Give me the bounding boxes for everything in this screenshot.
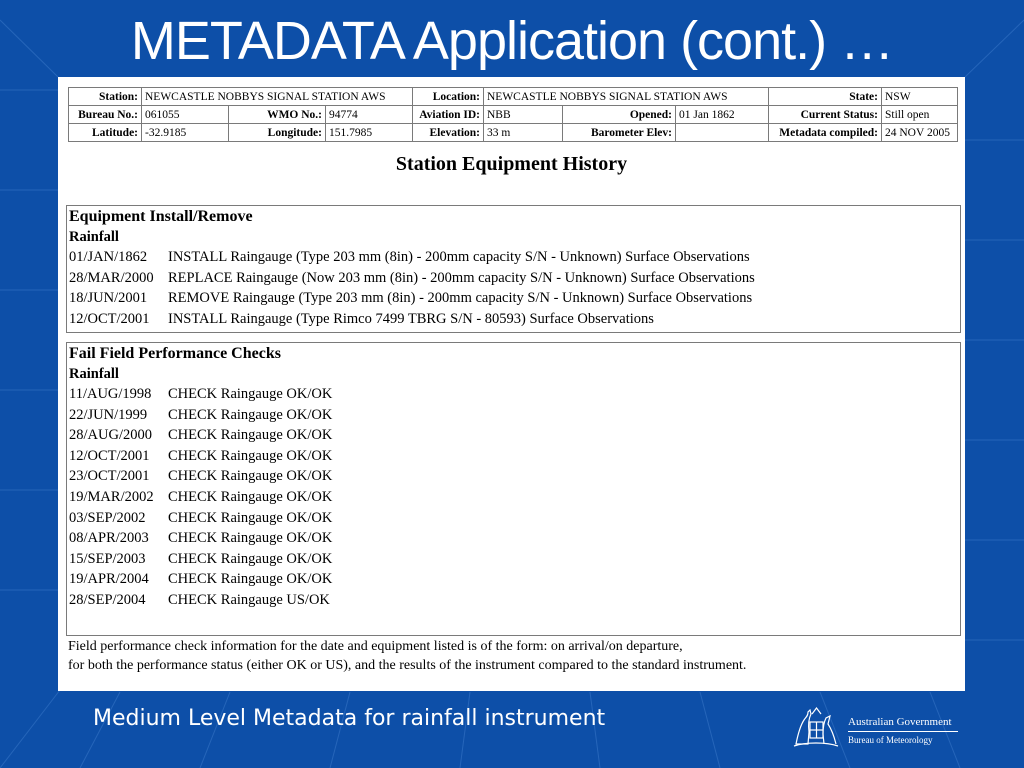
metadata-compiled-label: Metadata compiled: <box>769 124 882 142</box>
list-item <box>69 549 960 570</box>
barometer-elev-value <box>676 124 769 142</box>
table-row <box>69 106 958 124</box>
list-item <box>69 590 960 611</box>
entry-text: CHECK Raingauge OK/OK <box>168 468 333 485</box>
entry-date: 22/JUN/1999 <box>69 406 148 423</box>
table-row <box>69 88 958 106</box>
slide-title: METADATA Application (cont.) … <box>130 11 894 71</box>
metadata-compiled-value: 24 NOV 2005 <box>882 124 958 142</box>
entry-date: 01/JAN/1862 <box>69 249 148 265</box>
entry-date: 19/MAR/2002 <box>69 488 154 505</box>
opened-value: 01 Jan 1862 <box>676 106 769 124</box>
list-item <box>69 508 960 529</box>
list-item <box>69 309 960 330</box>
entry-text: CHECK Raingauge OK/OK <box>168 386 333 402</box>
elevation-label: Elevation: <box>413 124 484 142</box>
table-row <box>69 124 958 142</box>
opened-label: Opened: <box>563 106 676 124</box>
logo-text-government: Australian Government <box>848 716 952 728</box>
entry-text: CHECK Raingauge US/OK <box>168 591 330 608</box>
list-item <box>69 268 960 289</box>
entry-text: CHECK Raingauge OK/OK <box>168 427 333 444</box>
latitude-value: -32.9185 <box>142 124 229 142</box>
station-label: Station: <box>69 88 142 106</box>
location-label: Location: <box>413 88 484 106</box>
list-item <box>69 487 960 508</box>
list-item <box>69 446 960 467</box>
section-subtitle: Rainfall <box>69 366 119 382</box>
entry-text: CHECK Raingauge OK/OK <box>168 571 333 588</box>
current-status-value: Still open <box>882 106 958 124</box>
entry-date: 28/MAR/2000 <box>69 269 154 286</box>
entry-date: 23/OCT/2001 <box>69 468 150 485</box>
entry-text: INSTALL Raingauge (Type Rimco 7499 TBRG S/N - 80593) Surface Observations <box>168 310 654 327</box>
station-metadata-table <box>68 87 958 142</box>
entry-date: 12/OCT/2001 <box>69 310 150 327</box>
entry-text: REPLACE Raingauge (Now 203 mm (8in) - 200mm capacity S/N - Unknown) Surface Observations <box>168 269 755 286</box>
entry-date: 28/AUG/2000 <box>69 427 152 444</box>
entry-text: CHECK Raingauge OK/OK <box>168 509 333 526</box>
section-title: Fail Field Performance Checks <box>69 345 281 362</box>
government-logo <box>788 704 968 752</box>
entry-date: 11/AUG/1998 <box>69 386 152 402</box>
document-panel <box>58 77 965 691</box>
equipment-install-section <box>66 205 961 333</box>
barometer-elev-label: Barometer Elev: <box>563 124 676 142</box>
entry-date: 15/SEP/2003 <box>69 550 146 567</box>
list-item <box>69 528 960 549</box>
list-item <box>69 405 960 426</box>
logo-divider <box>848 731 958 732</box>
performance-checks-section <box>66 342 961 636</box>
aviation-id-value: NBB <box>484 106 563 124</box>
footnote-line: Field performance check information for the date and equipment listed is of the form: on arrival/on departure, <box>68 639 683 654</box>
list-item <box>69 247 960 268</box>
entry-text: REMOVE Raingauge (Type 203 mm (8in) - 200mm capacity S/N - Unknown) Surface Observations <box>168 290 753 307</box>
entry-date: 08/APR/2003 <box>69 530 149 547</box>
entry-date: 03/SEP/2002 <box>69 509 146 526</box>
list-item <box>69 425 960 446</box>
entry-text: CHECK Raingauge OK/OK <box>168 550 333 567</box>
section-subtitle: Rainfall <box>69 229 119 245</box>
slide-footer: Medium Level Metadata for rainfall instrument <box>93 706 606 731</box>
wmo-no-label: WMO No.: <box>229 106 326 124</box>
list-item <box>69 288 960 309</box>
footnote <box>68 637 746 675</box>
latitude-label: Latitude: <box>69 124 142 142</box>
logo-text-bureau: Bureau of Meteorology <box>848 735 933 745</box>
bureau-no-label: Bureau No.: <box>69 106 142 124</box>
state-label: State: <box>769 88 882 106</box>
entry-date: 19/APR/2004 <box>69 571 149 588</box>
footnote-line: for both the performance status (either OK or US), and the results of the instrument compared to the standard instrument. <box>68 658 747 673</box>
entry-text: CHECK Raingauge OK/OK <box>168 406 333 423</box>
coat-of-arms-icon <box>788 704 844 752</box>
document-title: Station Equipment History <box>395 153 628 175</box>
entry-text: INSTALL Raingauge (Type 203 mm (8in) - 200mm capacity S/N - Unknown) Surface Observations <box>168 249 750 265</box>
wmo-no-value: 94774 <box>326 106 413 124</box>
current-status-label: Current Status: <box>769 106 882 124</box>
list-item <box>69 384 960 405</box>
entry-date: 18/JUN/2001 <box>69 290 148 307</box>
longitude-label: Longitude: <box>229 124 326 142</box>
entry-date: 28/SEP/2004 <box>69 591 146 608</box>
entry-text: CHECK Raingauge OK/OK <box>168 447 333 464</box>
location-value: NEWCASTLE NOBBYS SIGNAL STATION AWS <box>484 88 769 106</box>
bureau-no-value: 061055 <box>142 106 229 124</box>
aviation-id-label: Aviation ID: <box>413 106 484 124</box>
longitude-value: 151.7985 <box>326 124 413 142</box>
entry-text: CHECK Raingauge OK/OK <box>168 488 333 505</box>
list-item <box>69 569 960 590</box>
list-item <box>69 466 960 487</box>
elevation-value: 33 m <box>484 124 563 142</box>
state-value: NSW <box>882 88 958 106</box>
section-title: Equipment Install/Remove <box>69 208 253 225</box>
entry-date: 12/OCT/2001 <box>69 447 150 464</box>
entry-text: CHECK Raingauge OK/OK <box>168 530 333 547</box>
station-value: NEWCASTLE NOBBYS SIGNAL STATION AWS <box>142 88 413 106</box>
